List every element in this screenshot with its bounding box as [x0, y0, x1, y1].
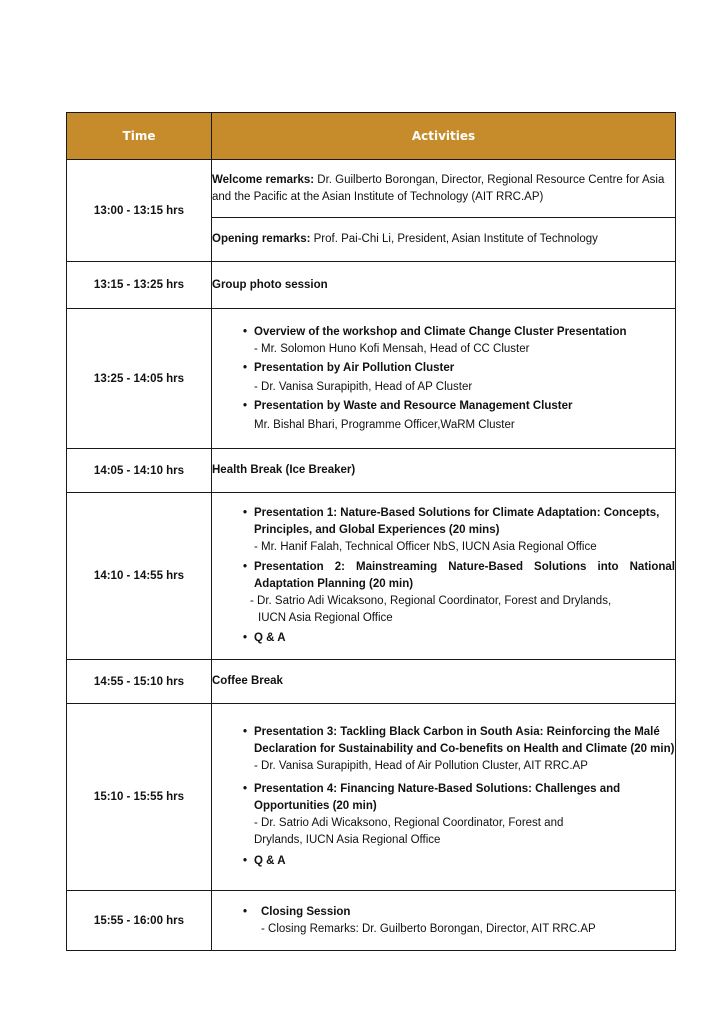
header-activities: Activities: [212, 113, 676, 160]
list-item: [234, 505, 675, 556]
bullet-icon: •: [243, 561, 248, 573]
list-item: [234, 559, 675, 627]
table-row: [67, 262, 676, 309]
list-item: [234, 630, 675, 647]
bullet-icon: •: [243, 361, 248, 374]
item-speaker: - Dr. Vanisa Surapipith, Head of Air Pollution Cluster, AIT RRC.AP: [254, 760, 588, 772]
bullet-icon: •: [243, 905, 248, 918]
header-row: [67, 113, 676, 160]
item-title: Presentation by Air Pollution Cluster: [254, 361, 455, 374]
time-cell: 14:55 - 15:10 hrs: [67, 660, 212, 704]
item-title: Presentation 3: Tackling Black Carbon in South Asia: Reinforcing the Malé Declaration for Sustainability and Co-benefits on Health and Climate (20 min): [254, 726, 675, 755]
activity-cell: [212, 309, 676, 449]
time-cell: 13:00 - 13:15 hrs: [67, 160, 212, 262]
item-title: Q & A: [254, 632, 286, 644]
time-cell: 15:10 - 15:55 hrs: [67, 704, 212, 891]
time-cell: 13:25 - 14:05 hrs: [67, 309, 212, 449]
table-row: [67, 891, 676, 951]
bullet-icon: •: [243, 507, 248, 519]
list-item: [234, 904, 675, 938]
item-speaker: - Mr. Hanif Falah, Technical Officer NbS, IUCN Asia Regional Office: [254, 541, 597, 553]
activity-cell: [212, 218, 676, 262]
item-list: [234, 724, 675, 870]
table-row: [67, 493, 676, 660]
item-title: Presentation 1: Nature-Based Solutions for Climate Adaptation: Concepts, Principles, and Global Experiences (20 mins): [254, 507, 660, 536]
item-title: Presentation 2: Mainstreaming Nature-Based Solutions into National Adaptation Planning (20 min): [254, 561, 675, 590]
welcome-text: Dr. Guilberto Borongan, Director, Regional Resource Centre for Asia and the Pacific at the Asian Institute of Technology (AIT RRC.AP): [212, 173, 665, 203]
item-title: Overview of the workshop and Climate Change Cluster Presentation: [254, 325, 627, 338]
item-speaker: - Mr. Solomon Huno Kofi Mensah, Head of CC Cluster: [254, 342, 530, 355]
item-speaker: - Dr. Satrio Adi Wicaksono, Regional Coordinator, Forest and: [254, 817, 564, 829]
activity-cell: Health Break (Ice Breaker): [212, 449, 676, 493]
item-title: Q & A: [254, 855, 286, 867]
time-cell: 14:10 - 14:55 hrs: [67, 493, 212, 660]
welcome-label: Welcome remarks:: [212, 173, 315, 186]
list-item: [234, 724, 675, 775]
table-row: [67, 449, 676, 493]
list-item: [234, 398, 675, 434]
agenda-table: [66, 112, 676, 951]
item-speaker: - Dr. Vanisa Surapipith, Head of AP Cluster: [254, 380, 473, 393]
activity-cell: [212, 891, 676, 951]
activity-cell: Coffee Break: [212, 660, 676, 704]
table-row: [67, 660, 676, 704]
activity-cell: [212, 704, 676, 891]
item-speaker: - Closing Remarks: Dr. Guilberto Borongan, Director, AIT RRC.AP: [261, 922, 596, 935]
item-list: [234, 904, 675, 938]
item-title: Presentation 4: Financing Nature-Based Solutions: Challenges and Opportunities (20 min): [254, 783, 621, 812]
table-row: [67, 160, 676, 218]
time-cell: 15:55 - 16:00 hrs: [67, 891, 212, 951]
item-list: [234, 505, 675, 647]
item-title: Presentation by Waste and Resource Management Cluster: [254, 399, 573, 412]
bullet-icon: •: [243, 783, 248, 795]
item-title: Closing Session: [261, 905, 351, 918]
time-cell: 14:05 - 14:10 hrs: [67, 449, 212, 493]
activity-cell: Group photo session: [212, 262, 676, 309]
activity-cell: [212, 160, 676, 218]
header-time: Time: [67, 113, 212, 160]
opening-text: Prof. Pai-Chi Li, President, Asian Institute of Technology: [310, 233, 598, 245]
list-item: [234, 324, 675, 358]
list-item: [234, 853, 675, 870]
bullet-icon: •: [243, 726, 248, 738]
item-speaker: IUCN Asia Regional Office: [258, 612, 393, 624]
item-speaker: Mr. Bishal Bhari, Programme Officer,WaRM Cluster: [254, 418, 515, 431]
time-cell: 13:15 - 13:25 hrs: [67, 262, 212, 309]
table-row: [67, 309, 676, 449]
bullet-icon: •: [243, 855, 248, 867]
bullet-icon: •: [243, 399, 248, 412]
opening-label: Opening remarks:: [212, 233, 311, 245]
item-speaker: - Dr. Satrio Adi Wicaksono, Regional Coordinator, Forest and Drylands,: [250, 595, 612, 607]
item-list: [234, 324, 675, 434]
bullet-icon: •: [243, 325, 248, 338]
bullet-icon: •: [243, 632, 248, 644]
list-item: [234, 360, 675, 396]
activity-cell: [212, 493, 676, 660]
table-row: [67, 704, 676, 891]
list-item: [234, 781, 675, 849]
item-speaker: Drylands, IUCN Asia Regional Office: [254, 834, 441, 846]
